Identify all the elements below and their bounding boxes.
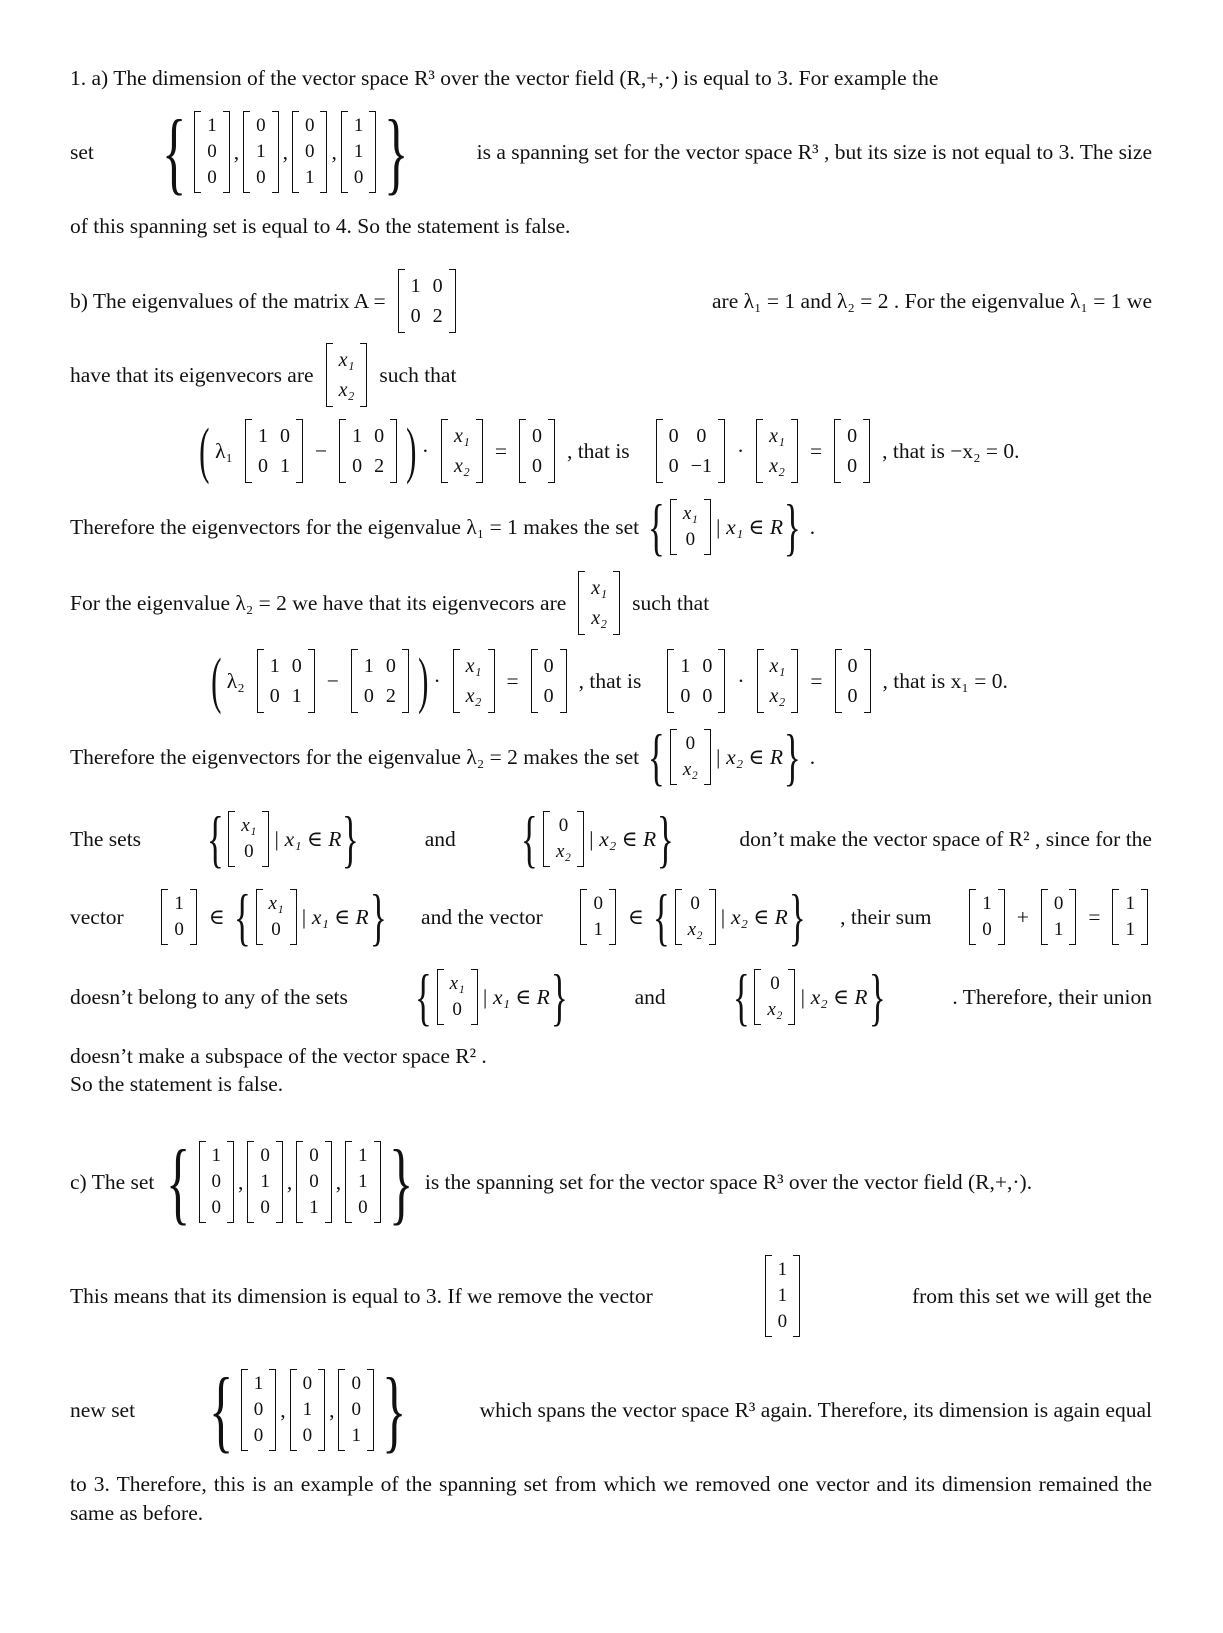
- spanning-set-a: { 1 0 0 , 0 1 0 , 0 0 1 , 1 1 0 }: [161, 101, 409, 203]
- part-c-line-3: new set { 1 0 0 , 0 1 0 , 0 0 1 } which spans the vector space R³ again. Therefore, its dimension is again equal: [70, 1359, 1152, 1461]
- matrix-M1: 0 0 0 −1: [656, 419, 725, 483]
- matrix-I: 1 0 0 1: [245, 419, 303, 483]
- part-b-line-1: b) The eigenvalues of the matrix A = 1 0 0 2 are λ₁ = 1 and λ₂ = 2 . For the eigenvalue λ₁ = 1 we: [70, 268, 1152, 334]
- vector-zero: 0 0: [834, 419, 870, 483]
- matrix-A: 1 0 0 2: [398, 269, 456, 333]
- eigen-equation-2: ( λ₂ 1 0 0 1 − 1 0 0 2 ) · x₁ x₂ = 0 0 , that is 1 0 0 0 · x₁ x₂ = 0 0 , that is x₁ = 0.: [211, 647, 1008, 715]
- matrix-M2: 1 0 0 0: [667, 649, 725, 713]
- label-set: set: [70, 139, 94, 164]
- vector-x: x₁ x₂: [578, 571, 620, 635]
- part-a-line-3: of this spanning set is equal to 4. So the statement is false.: [70, 214, 571, 238]
- vector-x: x₁ x₂: [441, 419, 483, 483]
- vector-x: x₁ x₂: [756, 419, 798, 483]
- part-b-line-8: doesn’t belong to any of the sets { x₁ 0 | x₁ ∈ R } and { 0 x₂ | x₂ ∈ R } . Therefore, their union: [70, 961, 1152, 1032]
- part-b-line-5: Therefore the eigenvectors for the eigenvalue λ₂ = 2 makes the set { 0 x₂ | x₂ ∈ R } .: [70, 721, 816, 792]
- part-b-line-10: So the statement is false.: [70, 1072, 284, 1096]
- vector-zero: 0 0: [519, 419, 555, 483]
- vector-x: x₁ x₂: [326, 343, 368, 407]
- part-c-line-1: c) The set { 1 0 0 , 0 1 0 , 0 0 1 , 1 1 0 } is the spanning set for the vector space R³ over the vector field (R,+,·).: [70, 1131, 1033, 1233]
- eigenspace-2: { 0 x₂ | x₂ ∈ R }: [648, 721, 801, 792]
- part-b-line-9: doesn’t make a subspace of the vector space R² .: [70, 1044, 487, 1068]
- vector-removed: 1 1 0: [765, 1255, 801, 1337]
- vector-s: 1 1 0: [341, 111, 377, 193]
- spanning-set-c: { 1 0 0 , 0 1 0 , 0 0 1 , 1 1 0 }: [166, 1131, 413, 1233]
- matrix-A: 1 0 0 2: [339, 419, 397, 483]
- part-c-line-2: This means that its dimension is equal to 3. If we remove the vector 1 1 0 from this set we will get the: [70, 1248, 1152, 1344]
- vector-e1: 1 0 0: [194, 111, 230, 193]
- part-b-line-3: Therefore the eigenvectors for the eigenvalue λ₁ = 1 makes the set { x₁ 0 | x₁ ∈ R } .: [70, 491, 816, 562]
- part-b-line-6: The sets { x₁ 0 | x₁ ∈ R } and { 0 x₂ | x₂ ∈ R } don’t make the vector space of R² , since for the: [70, 803, 1152, 874]
- eigenspace-1: { x₁ 0 | x₁ ∈ R }: [648, 491, 801, 562]
- part-c-line-4: to 3. Therefore, this is an example of the spanning set from which we removed one vector and its dimension remained the same as before.: [70, 1472, 1152, 1525]
- vector-e3: 0 0 1: [292, 111, 328, 193]
- part-a-line-1: 1. a) The dimension of the vector space R³ over the vector field (R,+,·) is equal to 3. For example the: [70, 66, 939, 90]
- new-set: { 1 0 0 , 0 1 0 , 0 0 1 }: [208, 1359, 407, 1461]
- part-b-line-2: have that its eigenvecors are x₁ x₂ such that: [70, 342, 1152, 408]
- part-a-line-2: [70, 101, 1152, 203]
- part-a-line-2-text: is a spanning set for the vector space R³ , but its size is not equal to 3. The size: [476, 139, 1152, 164]
- eigen-equation-1: ( λ₁ 1 0 0 1 − 1 0 0 2 ) · x₁ x₂ = 0 0 , that is 0 0 0 −1 · x₁ x₂ = 0 0 , that is −x₂ = 0.: [199, 417, 1020, 485]
- part-b-line-4: For the eigenvalue λ₂ = 2 we have that its eigenvecors are x₁ x₂ such that: [70, 570, 1152, 636]
- part-b-line-7: vector 1 0 ∈ { x₁ 0 | x₁ ∈ R } and the vector 0 1 ∈ { 0 x₂ | x₂ ∈ R } , their sum 1 0 + 0 1 = 1 1: [70, 884, 1152, 950]
- vector-e2: 0 1 0: [243, 111, 279, 193]
